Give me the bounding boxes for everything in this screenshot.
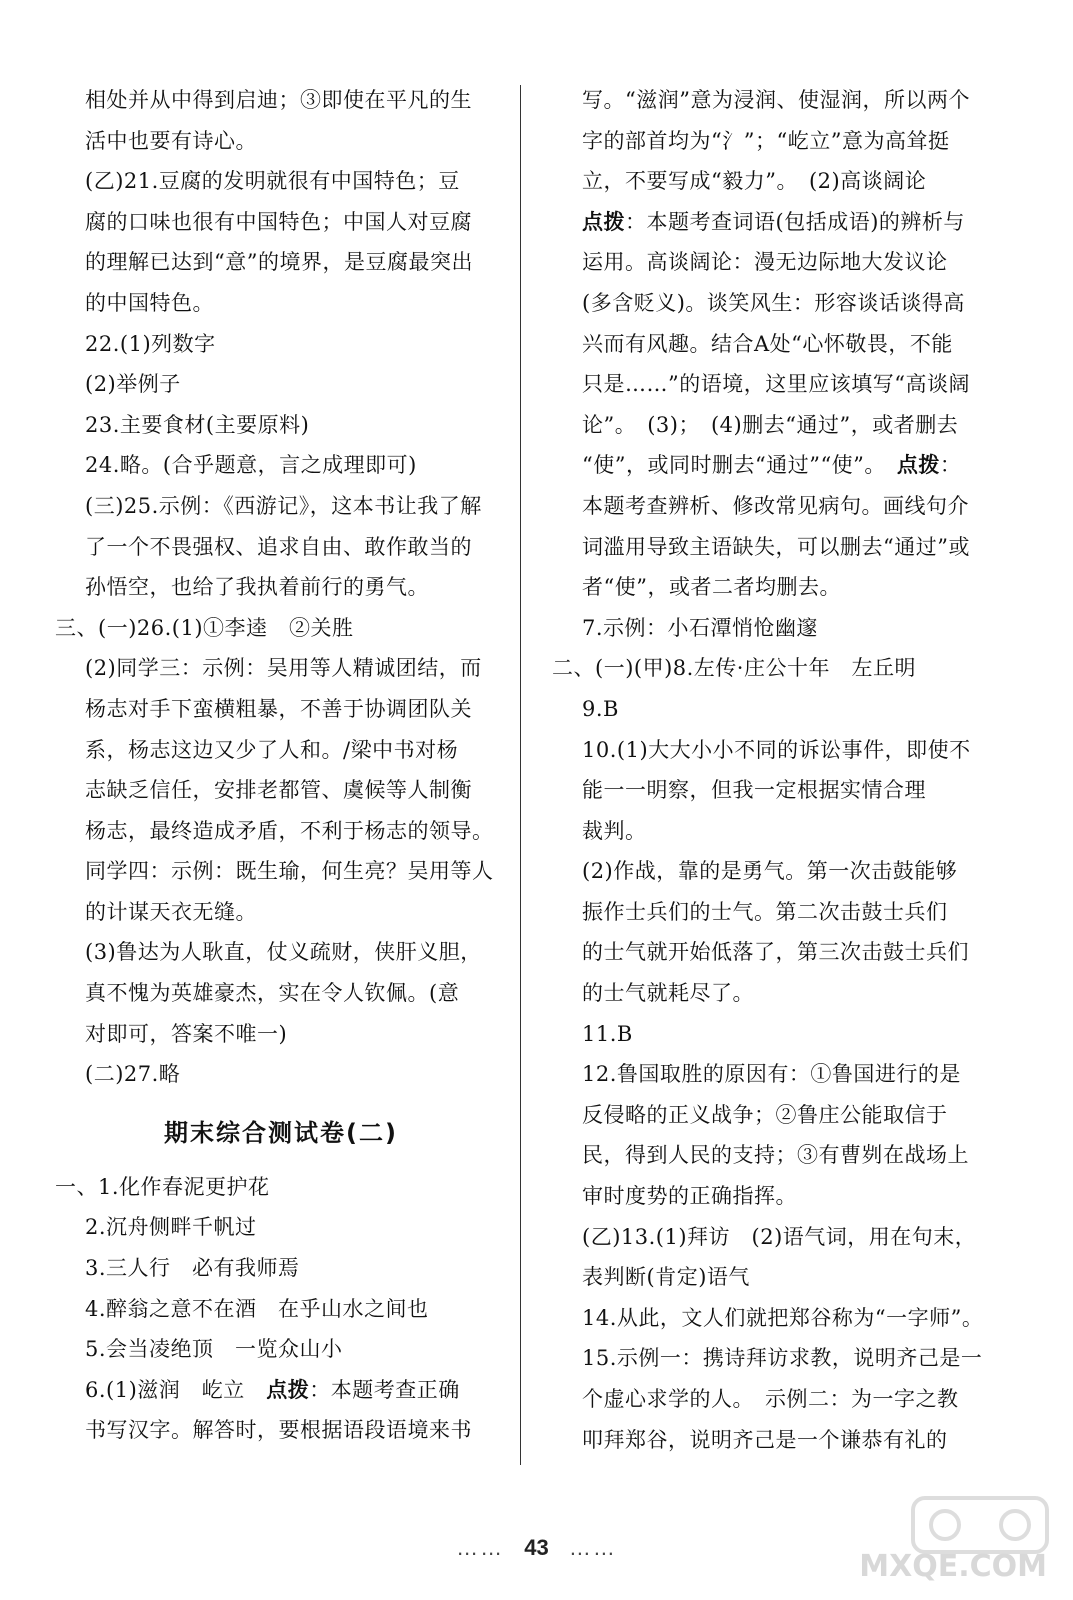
answer-line [552, 202, 1022, 243]
answer-line: 个虚心求学的人。 示例二：为一字之教 [582, 1387, 959, 1411]
watermark-text: MXQE.COM [859, 1549, 1047, 1584]
right-column [552, 80, 1022, 1460]
right-answer-lines [552, 80, 1022, 1460]
column-divider [520, 85, 521, 1465]
answer-line: 的中国特色。 [85, 290, 214, 315]
answer-line: 叩拜郑谷，说明齐己是一个谦恭有礼的 [582, 1427, 948, 1452]
answer-text: “使”，或同时删去“通过”“使”。 [582, 453, 897, 478]
answer-line: 5.会当凌绝顶 一览众山小 [85, 1337, 343, 1362]
hint-label: 点拨 [266, 1377, 310, 1402]
answer-text: ： [939, 453, 962, 478]
answer-text: 6.(1)滋润 屹立 [85, 1377, 267, 1402]
hint-label: 点拨 [582, 209, 625, 234]
answer-line: 一、1.化作春泥更护花 [55, 1174, 270, 1199]
answer-line [55, 1370, 507, 1411]
answer-line: 兴而有风趣。结合A处“心怀敬畏，不能 [582, 331, 953, 356]
answer-line: 写。“滋润”意为浸润、使湿润，所以两个 [582, 88, 970, 112]
answer-line: 词滥用导致主语缺失，可以删去“通过”或 [582, 534, 970, 559]
answer-line: 23.主要食材(主要原料) [85, 412, 310, 437]
answer-line: (3)鲁达为人耿直，仗义疏财，侠肝义胆， [85, 940, 482, 965]
answer-line: 杨志对手下蛮横粗暴，不善于协调团队关 [85, 696, 472, 721]
answer-line: 的士气就开始低落了，第三次击鼓士兵们 [582, 940, 969, 965]
answer-line: 者“使”，或者二者均删去。 [582, 575, 841, 600]
left-answer-lines [55, 80, 507, 1095]
answer-line: 15.示例一：携诗拜访求教，说明齐己是一 [582, 1346, 983, 1371]
answer-line: 振作士兵们的士气。第二次击鼓士兵们 [582, 899, 948, 924]
footer-dots-left: …… [456, 1535, 505, 1560]
answer-line: (2)同学三：示例：吴用等人精诚团结，而 [85, 656, 482, 681]
answer-line: 书写汉字。解答时，要根据语段语境来书 [85, 1418, 472, 1443]
answer-line: 4.醉翁之意不在酒 在乎山水之间也 [85, 1296, 429, 1321]
answer-line: (乙)21.豆腐的发明就很有中国特色；豆 [85, 169, 460, 194]
answer-line: 本题考查辨析、修改常见病句。画线句介 [582, 493, 969, 518]
answer-line: 9.B [582, 696, 619, 721]
answer-line: 同学四：示例：既生瑜，何生亮？吴用等人 [85, 859, 494, 884]
answer-line: 表判断(肯定)语气 [582, 1265, 750, 1290]
answer-line: (多含贬义)。谈笑风生：形容谈话谈得高 [582, 290, 965, 315]
answer-line: 只是……”的语境，这里应该填写“高谈阔 [582, 372, 970, 397]
answer-line: 能一一明察，但我一定根据实情合理 [582, 778, 926, 803]
answer-line: 22.(1)列数字 [85, 331, 216, 356]
watermark-logo [859, 1490, 1055, 1590]
section-title: 期末综合测试卷(二) [164, 1118, 398, 1147]
answer-line: 2.沉舟侧畔千帆过 [85, 1215, 257, 1240]
answer-line: 腐的口味也很有中国特色；中国人对豆腐 [85, 209, 472, 234]
answer-line: 立，不要写成“毅力”。 (2)高谈阔论 [582, 169, 927, 194]
answer-line: 的士气就耗尽了。 [582, 981, 754, 1006]
answer-line: 字的部首均为“氵”；“屹立”意为高耸挺 [582, 128, 950, 153]
answer-line: 3.三人行 必有我师焉 [85, 1256, 300, 1281]
answer-line: 孙悟空，也给了我执着前行的勇气。 [85, 575, 429, 600]
answer-line: (2)作战，靠的是勇气。第一次击鼓能够 [582, 859, 958, 884]
answer-line: 运用。高谈阔论：漫无边际地大发议论 [582, 250, 948, 275]
answer-line: (2)举例子 [85, 372, 181, 397]
answer-line: 志缺乏信任，安排老都管、虞候等人制衡 [85, 778, 472, 803]
answer-line: 7.示例：小石潭悄怆幽邃 [582, 615, 819, 640]
answer-line: (二)27.略 [85, 1062, 181, 1087]
answer-line: 10.(1)大大小小不同的诉讼事件，即使不 [582, 737, 971, 762]
answer-line: (乙)13.(1)拜访 (2)语气词，用在句末， [582, 1224, 977, 1249]
answer-text: ：本题考查词语(包括成语)的辨析与 [625, 209, 965, 234]
hint-label: 点拨 [896, 453, 940, 478]
answer-line: 裁判。 [582, 818, 647, 843]
answer-line: 反侵略的正义战争；②鲁庄公能取信于 [582, 1102, 948, 1127]
answer-line: 真不愧为英雄豪杰，实在令人钦佩。(意 [85, 981, 460, 1006]
answer-text: ：本题考查正确 [309, 1377, 460, 1402]
answer-line: 14.从此，文人们就把郑谷称为“一字师”。 [582, 1305, 984, 1330]
answer-line: 的理解已达到“意”的境界，是豆腐最突出 [85, 250, 473, 275]
answer-line: 民，得到人民的支持；③有曹刿在战场上 [582, 1143, 969, 1168]
left-column [55, 80, 507, 1451]
answer-line: 11.B [582, 1021, 633, 1046]
answer-line: 对即可，答案不唯一) [85, 1021, 288, 1046]
answer-line: 系，杨志这边又少了人和。/梁中书对杨 [85, 737, 459, 762]
answer-line: 二、(一)(甲)8.左传·庄公十年 左丘明 [552, 656, 916, 681]
left-after-answer-lines [55, 1167, 507, 1451]
answer-line: 活中也要有诗心。 [85, 128, 257, 153]
answer-line: 三、(一)26.(1)①李逵 ②关胜 [55, 615, 354, 640]
answer-line: 相处并从中得到启迪；③即使在平凡的生 [85, 88, 472, 112]
answer-line [552, 445, 1022, 486]
answer-line: 了一个不畏强权、追求自由、敢作敢当的 [85, 534, 472, 559]
answer-line: 24.略。(合乎题意，言之成理即可) [85, 453, 417, 478]
answer-line: (三)25.示例：《西游记》，这本书让我了解 [85, 493, 482, 518]
page-number: 43 [524, 1535, 549, 1560]
answer-line: 12.鲁国取胜的原因有：①鲁国进行的是 [582, 1062, 961, 1087]
answer-line: 论”。 (3)； (4)删去“通过”，或者删去 [582, 412, 959, 437]
answer-line: 杨志，最终造成矛盾，不利于杨志的领导。 [85, 818, 494, 843]
footer-dots-right: …… [568, 1535, 617, 1560]
answer-line: 的计谋天衣无缝。 [85, 899, 257, 924]
answer-line: 审时度势的正确指挥。 [582, 1184, 797, 1209]
